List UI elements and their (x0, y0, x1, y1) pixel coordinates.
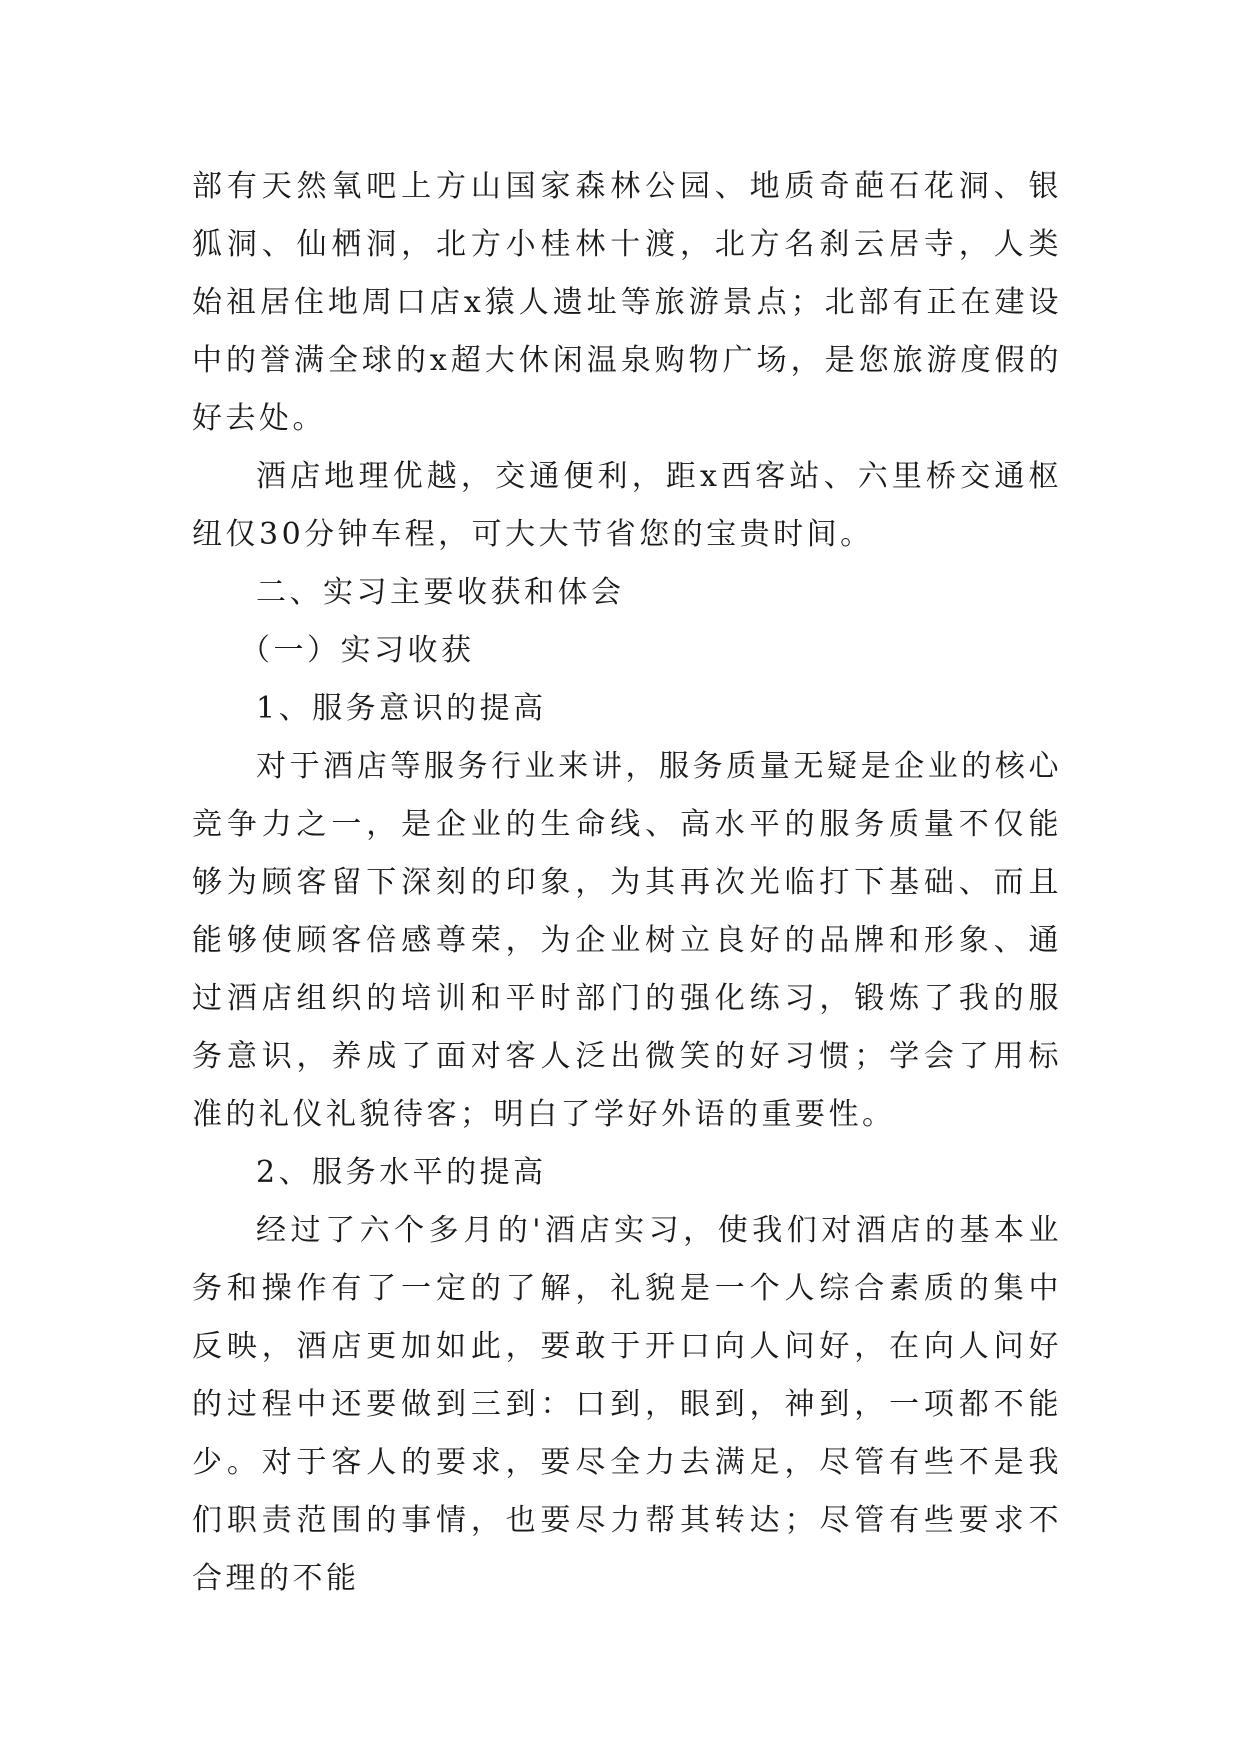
paragraph-service-level: 经过了六个多月的'酒店实习，使我们对酒店的基本业务和操作有了一定的了解，礼貌是一个人综合素质的集中反映，酒店更加如此，要敢于开口向人问好，在向人问好的过程中还要做到三到：口到，眼到，神到，一项都不能少。对于客人的要求，要尽全力去满足，尽管有些不是我们职责范围的事情，也要尽力帮其转达；尽管有些要求不合理的不能 (192, 1213, 1062, 1596)
item-heading-1: 1、服务意识的提高 (256, 691, 547, 726)
paragraph-location: 酒店地理优越，交通便利，距x西客站、六里桥交通枢纽仅30分钟车程，可大大节省您的宝贵时间。 (192, 459, 1062, 552)
item-heading-2: 2、服务水平的提高 (256, 1155, 547, 1190)
subsection-heading-1: （一）实习收获 (240, 633, 475, 668)
section-heading-2: 二、实习主要收获和体会 (256, 575, 625, 610)
paragraph-intro-continued: 部有天然氧吧上方山国家森林公园、地质奇葩石花洞、银狐洞、仙栖洞，北方小桂林十渡，北方名刹云居寺，人类始祖居住地周口店x猿人遗址等旅游景点；北部有正在建设中的誉满全球的x超大休闲温泉购物广场，是您旅游度假的好去处。 (192, 169, 1062, 436)
document-body (192, 158, 1062, 1608)
paragraph-service-awareness: 对于酒店等服务行业来讲，服务质量无疑是企业的核心竞争力之一，是企业的生命线、高水平的服务质量不仅能够为顾客留下深刻的印象，为其再次光临打下基础、而且能够使顾客倍感尊荣，为企业树立良好的品牌和形象、通过酒店组织的培训和平时部门的强化练习，锻炼了我的服务意识，养成了面对客人泛出微笑的好习惯；学会了用标准的礼仪礼貌待客；明白了学好外语的重要性。 (192, 749, 1062, 1132)
